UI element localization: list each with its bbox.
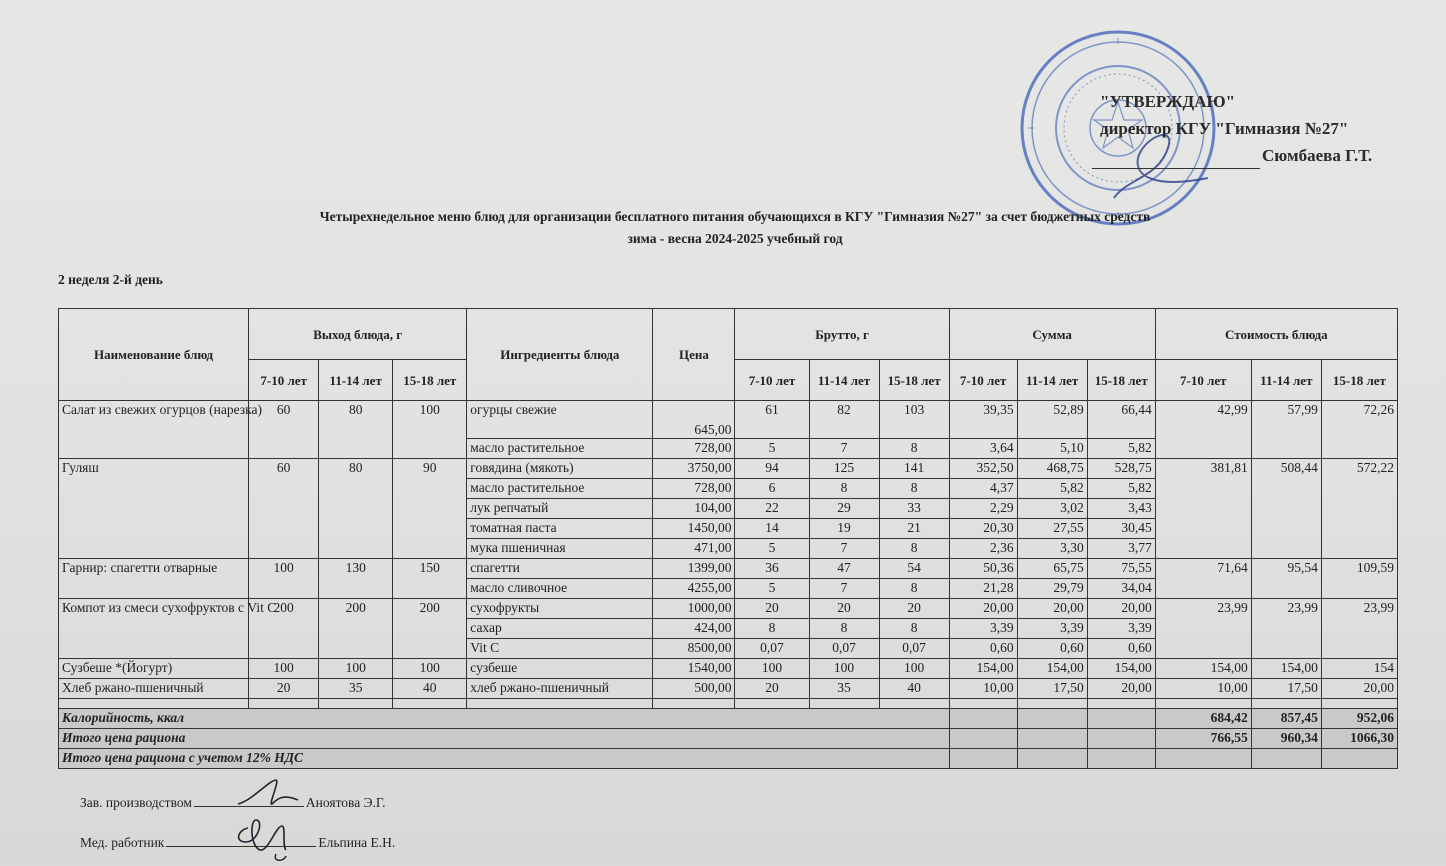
brutto-cell: 54 — [879, 559, 949, 579]
sum-cell: 3,77 — [1087, 539, 1155, 559]
header-cost-age1: 7-10 лет — [1155, 360, 1251, 401]
brutto-cell: 5 — [735, 539, 809, 559]
empty-cell — [1321, 699, 1397, 709]
sum-cell: 4,37 — [949, 479, 1017, 499]
brutto-cell: 20 — [879, 599, 949, 619]
dish-cost-cell: 10,00 — [1155, 679, 1251, 699]
sum-cell: 3,02 — [1017, 499, 1087, 519]
signature-name: Аноятова Э.Г. — [305, 795, 386, 810]
empty-cell — [1087, 729, 1155, 749]
sum-cell: 3,39 — [949, 619, 1017, 639]
empty-cell — [949, 749, 1017, 769]
yield-cell: 200 — [319, 599, 393, 659]
empty-cell — [1251, 699, 1321, 709]
table-row — [59, 459, 1398, 479]
footer-label: Итого цена рациона — [59, 729, 950, 749]
dish-cost-cell: 23,99 — [1321, 599, 1397, 659]
empty-cell — [1087, 749, 1155, 769]
brutto-cell: 14 — [735, 519, 809, 539]
brutto-cell: 8 — [879, 439, 949, 459]
sum-cell: 154,00 — [949, 659, 1017, 679]
approval-position: директор КГУ "Гимназия №27" — [1100, 119, 1349, 138]
footer-label: Итого цена рациона с учетом 12% НДС — [59, 749, 950, 769]
empty-cell — [1087, 699, 1155, 709]
brutto-cell: 6 — [735, 479, 809, 499]
dish-cost-cell: 23,99 — [1251, 599, 1321, 659]
dish-name: Салат из свежих огурцов (нарезка) — [59, 401, 249, 459]
dish-cost-cell: 23,99 — [1155, 599, 1251, 659]
empty-cell — [249, 699, 319, 709]
title-line-2: зима - весна 2024-2025 учебный год — [627, 231, 843, 246]
sum-cell: 528,75 — [1087, 459, 1155, 479]
footer-value: 684,42 — [1155, 709, 1251, 729]
table-row — [59, 679, 1398, 699]
day-label: 2 неделя 2-й день — [58, 272, 163, 287]
signature-role: Зав. производством — [80, 795, 192, 810]
table-row-empty — [59, 699, 1398, 709]
brutto-cell: 94 — [735, 459, 809, 479]
footer-row — [59, 729, 1398, 749]
header-yield-age1: 7-10 лет — [249, 360, 319, 401]
sum-cell: 21,28 — [949, 579, 1017, 599]
empty-cell — [949, 699, 1017, 709]
yield-cell: 100 — [249, 659, 319, 679]
approval-heading: "УТВЕРЖДАЮ" — [1100, 92, 1236, 111]
yield-cell: 100 — [393, 401, 467, 459]
dish-cost-cell: 381,81 — [1155, 459, 1251, 559]
brutto-cell: 0,07 — [879, 639, 949, 659]
table-row — [59, 599, 1398, 619]
footer-value: 1066,30 — [1321, 729, 1397, 749]
brutto-cell: 8 — [879, 579, 949, 599]
footer-row — [59, 709, 1398, 729]
ingredient-cell: спагетти — [467, 559, 653, 579]
ingredient-cell: сузбеше — [467, 659, 653, 679]
yield-cell: 80 — [319, 459, 393, 559]
empty-cell — [1087, 709, 1155, 729]
approval-signature-line — [1092, 148, 1260, 169]
sum-cell: 0,60 — [949, 639, 1017, 659]
sum-cell: 5,82 — [1087, 479, 1155, 499]
footer-value: 952,06 — [1321, 709, 1397, 729]
sum-cell: 20,30 — [949, 519, 1017, 539]
brutto-cell: 61 — [735, 401, 809, 439]
brutto-cell: 7 — [809, 539, 879, 559]
sum-cell: 10,00 — [949, 679, 1017, 699]
sum-cell: 3,43 — [1087, 499, 1155, 519]
table-row — [59, 559, 1398, 579]
price-cell: 4255,00 — [653, 579, 735, 599]
header-dish: Наименование блюд — [59, 309, 249, 401]
dish-cost-cell: 20,00 — [1321, 679, 1397, 699]
dish-name: Гарнир: спагетти отварные — [59, 559, 249, 599]
brutto-cell: 21 — [879, 519, 949, 539]
sum-cell: 34,04 — [1087, 579, 1155, 599]
sum-cell: 29,79 — [1017, 579, 1087, 599]
yield-cell: 130 — [319, 559, 393, 599]
sum-cell: 154,00 — [1087, 659, 1155, 679]
approval-name: Сюмбаева Г.Т. — [1262, 146, 1373, 165]
brutto-cell: 100 — [735, 659, 809, 679]
dish-cost-cell: 42,99 — [1155, 401, 1251, 459]
sum-cell: 5,10 — [1017, 439, 1087, 459]
sum-cell: 3,39 — [1017, 619, 1087, 639]
price-cell: 1540,00 — [653, 659, 735, 679]
empty-cell — [809, 699, 879, 709]
empty-cell — [1017, 749, 1087, 769]
header-ingredients: Ингредиенты блюда — [467, 309, 653, 401]
footer-value: 766,55 — [1155, 729, 1251, 749]
dish-name: Сузбеше *(Йогурт) — [59, 659, 249, 679]
header-brutto-age2: 11-14 лет — [809, 360, 879, 401]
sum-cell: 20,00 — [949, 599, 1017, 619]
header-sum-age2: 11-14 лет — [1017, 360, 1087, 401]
ingredient-cell: лук репчатый — [467, 499, 653, 519]
dish-cost-cell: 154 — [1321, 659, 1397, 679]
header-brutto: Брутто, г — [735, 309, 949, 360]
yield-cell: 20 — [249, 679, 319, 699]
yield-cell: 100 — [319, 659, 393, 679]
sum-cell: 65,75 — [1017, 559, 1087, 579]
document-title — [230, 206, 1240, 250]
ingredient-cell: масло сливочное — [467, 579, 653, 599]
sum-cell: 0,60 — [1017, 639, 1087, 659]
price-cell: 728,00 — [653, 479, 735, 499]
price-cell: 728,00 — [653, 439, 735, 459]
price-cell: 1399,00 — [653, 559, 735, 579]
price-cell: 1000,00 — [653, 599, 735, 619]
ingredient-cell: сахар — [467, 619, 653, 639]
sum-cell: 20,00 — [1017, 599, 1087, 619]
sum-cell: 17,50 — [1017, 679, 1087, 699]
ingredient-cell: масло растительное — [467, 479, 653, 499]
footer-value — [1251, 749, 1321, 769]
yield-cell: 150 — [393, 559, 467, 599]
approval-block — [1092, 88, 1422, 169]
table-row — [59, 659, 1398, 679]
dish-cost-cell: 71,64 — [1155, 559, 1251, 599]
footer-value — [1321, 749, 1397, 769]
ingredient-cell: мука пшеничная — [467, 539, 653, 559]
dish-cost-cell: 17,50 — [1251, 679, 1321, 699]
sum-cell: 75,55 — [1087, 559, 1155, 579]
empty-cell — [1017, 709, 1087, 729]
sum-cell: 2,29 — [949, 499, 1017, 519]
footer-value — [1155, 749, 1251, 769]
brutto-cell: 7 — [809, 439, 879, 459]
header-sum-age3: 15-18 лет — [1087, 360, 1155, 401]
brutto-cell: 8 — [809, 479, 879, 499]
footer-row — [59, 749, 1398, 769]
header-yield-age2: 11-14 лет — [319, 360, 393, 401]
dish-cost-cell: 508,44 — [1251, 459, 1321, 559]
empty-cell — [949, 729, 1017, 749]
dish-name: Гуляш — [59, 459, 249, 559]
yield-cell: 200 — [249, 599, 319, 659]
sum-cell: 3,39 — [1087, 619, 1155, 639]
brutto-cell: 5 — [735, 439, 809, 459]
brutto-cell: 8 — [879, 479, 949, 499]
yield-cell: 35 — [319, 679, 393, 699]
yield-cell: 40 — [393, 679, 467, 699]
sum-cell: 39,35 — [949, 401, 1017, 439]
header-yield: Выход блюда, г — [249, 309, 467, 360]
dish-cost-cell: 72,26 — [1321, 401, 1397, 459]
header-brutto-age3: 15-18 лет — [879, 360, 949, 401]
menu-table — [58, 308, 1398, 769]
sum-cell: 3,64 — [949, 439, 1017, 459]
sum-cell: 30,45 — [1087, 519, 1155, 539]
brutto-cell: 0,07 — [809, 639, 879, 659]
yield-cell: 80 — [319, 401, 393, 459]
header-cost-age3: 15-18 лет — [1321, 360, 1397, 401]
dish-cost-cell: 109,59 — [1321, 559, 1397, 599]
dish-cost-cell: 95,54 — [1251, 559, 1321, 599]
sum-cell: 5,82 — [1017, 479, 1087, 499]
empty-cell — [949, 709, 1017, 729]
dish-cost-cell: 572,22 — [1321, 459, 1397, 559]
yield-cell: 200 — [393, 599, 467, 659]
dish-cost-cell: 154,00 — [1251, 659, 1321, 679]
header-cost: Стоимость блюда — [1155, 309, 1397, 360]
empty-cell — [1155, 699, 1251, 709]
yield-cell: 60 — [249, 459, 319, 559]
price-cell: 645,00 — [653, 401, 735, 439]
footer-label: Калорийность, ккал — [59, 709, 950, 729]
sum-cell: 20,00 — [1087, 599, 1155, 619]
price-cell: 1450,00 — [653, 519, 735, 539]
brutto-cell: 100 — [809, 659, 879, 679]
sum-cell: 52,89 — [1017, 401, 1087, 439]
brutto-cell: 8 — [879, 619, 949, 639]
brutto-cell: 8 — [809, 619, 879, 639]
empty-cell — [879, 699, 949, 709]
empty-cell — [735, 699, 809, 709]
ingredient-cell: говядина (мякоть) — [467, 459, 653, 479]
brutto-cell: 141 — [879, 459, 949, 479]
brutto-cell: 33 — [879, 499, 949, 519]
brutto-cell: 20 — [735, 599, 809, 619]
yield-cell: 100 — [393, 659, 467, 679]
ingredient-cell: масло растительное — [467, 439, 653, 459]
sum-cell: 50,36 — [949, 559, 1017, 579]
brutto-cell: 0,07 — [735, 639, 809, 659]
empty-cell — [59, 699, 249, 709]
price-cell: 500,00 — [653, 679, 735, 699]
brutto-cell: 35 — [809, 679, 879, 699]
brutto-cell: 36 — [735, 559, 809, 579]
sum-cell: 27,55 — [1017, 519, 1087, 539]
sum-cell: 66,44 — [1087, 401, 1155, 439]
brutto-cell: 29 — [809, 499, 879, 519]
dish-name: Компот из смеси сухофруктов с Vit C — [59, 599, 249, 659]
table-row — [59, 401, 1398, 439]
brutto-cell: 5 — [735, 579, 809, 599]
header-price: Цена — [653, 309, 735, 401]
footer-value: 857,45 — [1251, 709, 1321, 729]
sum-cell: 352,50 — [949, 459, 1017, 479]
yield-cell: 90 — [393, 459, 467, 559]
empty-cell — [319, 699, 393, 709]
header-yield-age3: 15-18 лет — [393, 360, 467, 401]
dish-name: Хлеб ржано-пшеничный — [59, 679, 249, 699]
header-cost-age2: 11-14 лет — [1251, 360, 1321, 401]
menu-table-body — [59, 401, 1398, 769]
brutto-cell: 8 — [879, 539, 949, 559]
sum-cell: 5,82 — [1087, 439, 1155, 459]
brutto-cell: 125 — [809, 459, 879, 479]
empty-cell — [393, 699, 467, 709]
title-line-1: Четырехнедельное меню блюд для организации бесплатного питания обучающихся в КГУ "Гимназия №27" за счет бюджетных средств — [319, 209, 1151, 224]
sum-cell: 154,00 — [1017, 659, 1087, 679]
price-cell: 424,00 — [653, 619, 735, 639]
sum-cell: 3,30 — [1017, 539, 1087, 559]
price-cell: 104,00 — [653, 499, 735, 519]
price-cell: 8500,00 — [653, 639, 735, 659]
brutto-cell: 7 — [809, 579, 879, 599]
ingredient-cell: Vit C — [467, 639, 653, 659]
sum-cell: 468,75 — [1017, 459, 1087, 479]
ingredient-cell: томатная паста — [467, 519, 653, 539]
brutto-cell: 103 — [879, 401, 949, 439]
signature-role: Мед. работник — [80, 835, 165, 850]
footer-value: 960,34 — [1251, 729, 1321, 749]
sum-cell: 2,36 — [949, 539, 1017, 559]
empty-cell — [1017, 729, 1087, 749]
brutto-cell: 20 — [735, 679, 809, 699]
sum-cell: 20,00 — [1087, 679, 1155, 699]
brutto-cell: 100 — [879, 659, 949, 679]
price-cell: 471,00 — [653, 539, 735, 559]
empty-cell — [467, 699, 653, 709]
header-sum-age1: 7-10 лет — [949, 360, 1017, 401]
ingredient-cell: хлеб ржано-пшеничный — [467, 679, 653, 699]
dish-cost-cell: 154,00 — [1155, 659, 1251, 679]
empty-cell — [1017, 699, 1087, 709]
sum-cell: 0,60 — [1087, 639, 1155, 659]
price-cell: 3750,00 — [653, 459, 735, 479]
brutto-cell: 22 — [735, 499, 809, 519]
brutto-cell: 82 — [809, 401, 879, 439]
handwritten-signature-icon — [228, 776, 318, 866]
yield-cell: 60 — [249, 401, 319, 459]
ingredient-cell: сухофрукты — [467, 599, 653, 619]
header-sum: Сумма — [949, 309, 1155, 360]
dish-cost-cell: 57,99 — [1251, 401, 1321, 459]
ingredient-cell: огурцы свежие — [467, 401, 653, 439]
header-brutto-age1: 7-10 лет — [735, 360, 809, 401]
yield-cell: 100 — [249, 559, 319, 599]
brutto-cell: 20 — [809, 599, 879, 619]
brutto-cell: 40 — [879, 679, 949, 699]
brutto-cell: 19 — [809, 519, 879, 539]
empty-cell — [653, 699, 735, 709]
signature-name: Ельпина Е.Н. — [318, 835, 396, 850]
brutto-cell: 8 — [735, 619, 809, 639]
brutto-cell: 47 — [809, 559, 879, 579]
